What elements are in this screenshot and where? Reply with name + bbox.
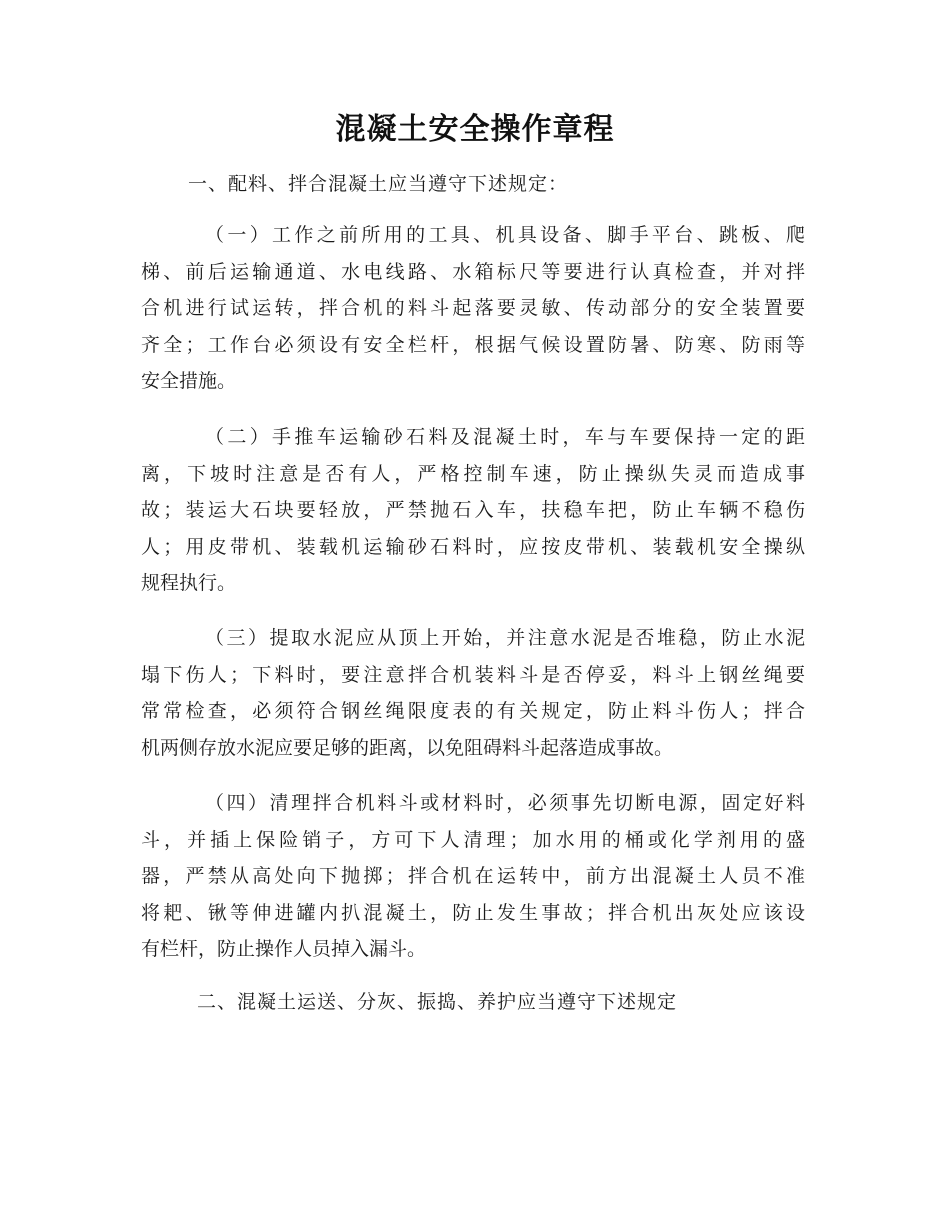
paragraph-1 bbox=[141, 217, 805, 400]
paragraph-line: （四）清理拌合机料斗或材料时，必须事先切断电源，固定好料 bbox=[205, 792, 805, 814]
paragraph-line: （二）手推车运输砂石料及混凝土时，车与车要保持一定的距 bbox=[205, 426, 805, 448]
paragraph-line: 齐全；工作台必须设有安全栏杆，根据气候设置防暑、防寒、防雨等 bbox=[141, 333, 805, 356]
paragraph-line: 将耙、锹等伸进罐内扒混凝土，防止发生事故；拌合机出灰处应该设 bbox=[141, 901, 805, 924]
paragraph-line: 人；用皮带机、装载机运输砂石料时，应按皮带机、装载机安全操纵 bbox=[141, 535, 805, 558]
paragraph-4 bbox=[141, 785, 805, 968]
paragraph-line: 常常检查，必须符合钢丝绳限度表的有关规定，防止料斗伤人；拌合 bbox=[141, 700, 805, 722]
paragraph-line: （一）工作之前所用的工具、机具设备、脚手平台、跳板、爬 bbox=[205, 224, 805, 246]
paragraph-line: 器，严禁从高处向下抛掷；拌合机在运转中，前方出混凝土人员不准 bbox=[141, 865, 805, 887]
paragraph-line: 塌下伤人；下料时，要注意拌合机装料斗是否停妥，料斗上钢丝绳要 bbox=[141, 663, 805, 686]
paragraph-line: 梯、前后运输通道、水电线路、水箱标尺等要进行认真检查，并对拌 bbox=[141, 260, 805, 283]
document-title: 混凝土安全操作章程 bbox=[335, 112, 615, 147]
paragraph-line: 离，下坡时注意是否有人，严格控制车速，防止操纵失灵而造成事 bbox=[141, 462, 805, 485]
paragraph-2 bbox=[141, 419, 805, 602]
paragraph-line: （三）提取水泥应从顶上开始，并注意水泥是否堆稳，防止水泥 bbox=[205, 627, 805, 649]
paragraph-line: 有栏杆，防止操作人员掉入漏斗。 bbox=[141, 938, 427, 960]
paragraph-line: 故；装运大石块要轻放，严禁抛石入车，扶稳车把，防止车辆不稳伤 bbox=[141, 499, 805, 521]
paragraph-line: 规程执行。 bbox=[141, 572, 237, 594]
paragraph-3 bbox=[141, 620, 805, 766]
paragraph-line: 斗，并插上保险销子，方可下人清理；加水用的桶或化学剂用的盛 bbox=[141, 828, 805, 851]
paragraph-line: 合机进行试运转，拌合机的料斗起落要灵敏、传动部分的安全装置要 bbox=[141, 297, 805, 319]
section-heading-2: 二、混凝土运送、分灰、振捣、养护应当遵守下述规定 bbox=[197, 991, 678, 1013]
section-heading-1: 一、配料、拌合混凝土应当遵守下述规定： bbox=[188, 173, 569, 195]
paragraph-line: 安全措施。 bbox=[141, 370, 237, 392]
paragraph-line: 机两侧存放水泥应要足够的距离，以免阻碍料斗起落造成事故。 bbox=[141, 736, 674, 759]
